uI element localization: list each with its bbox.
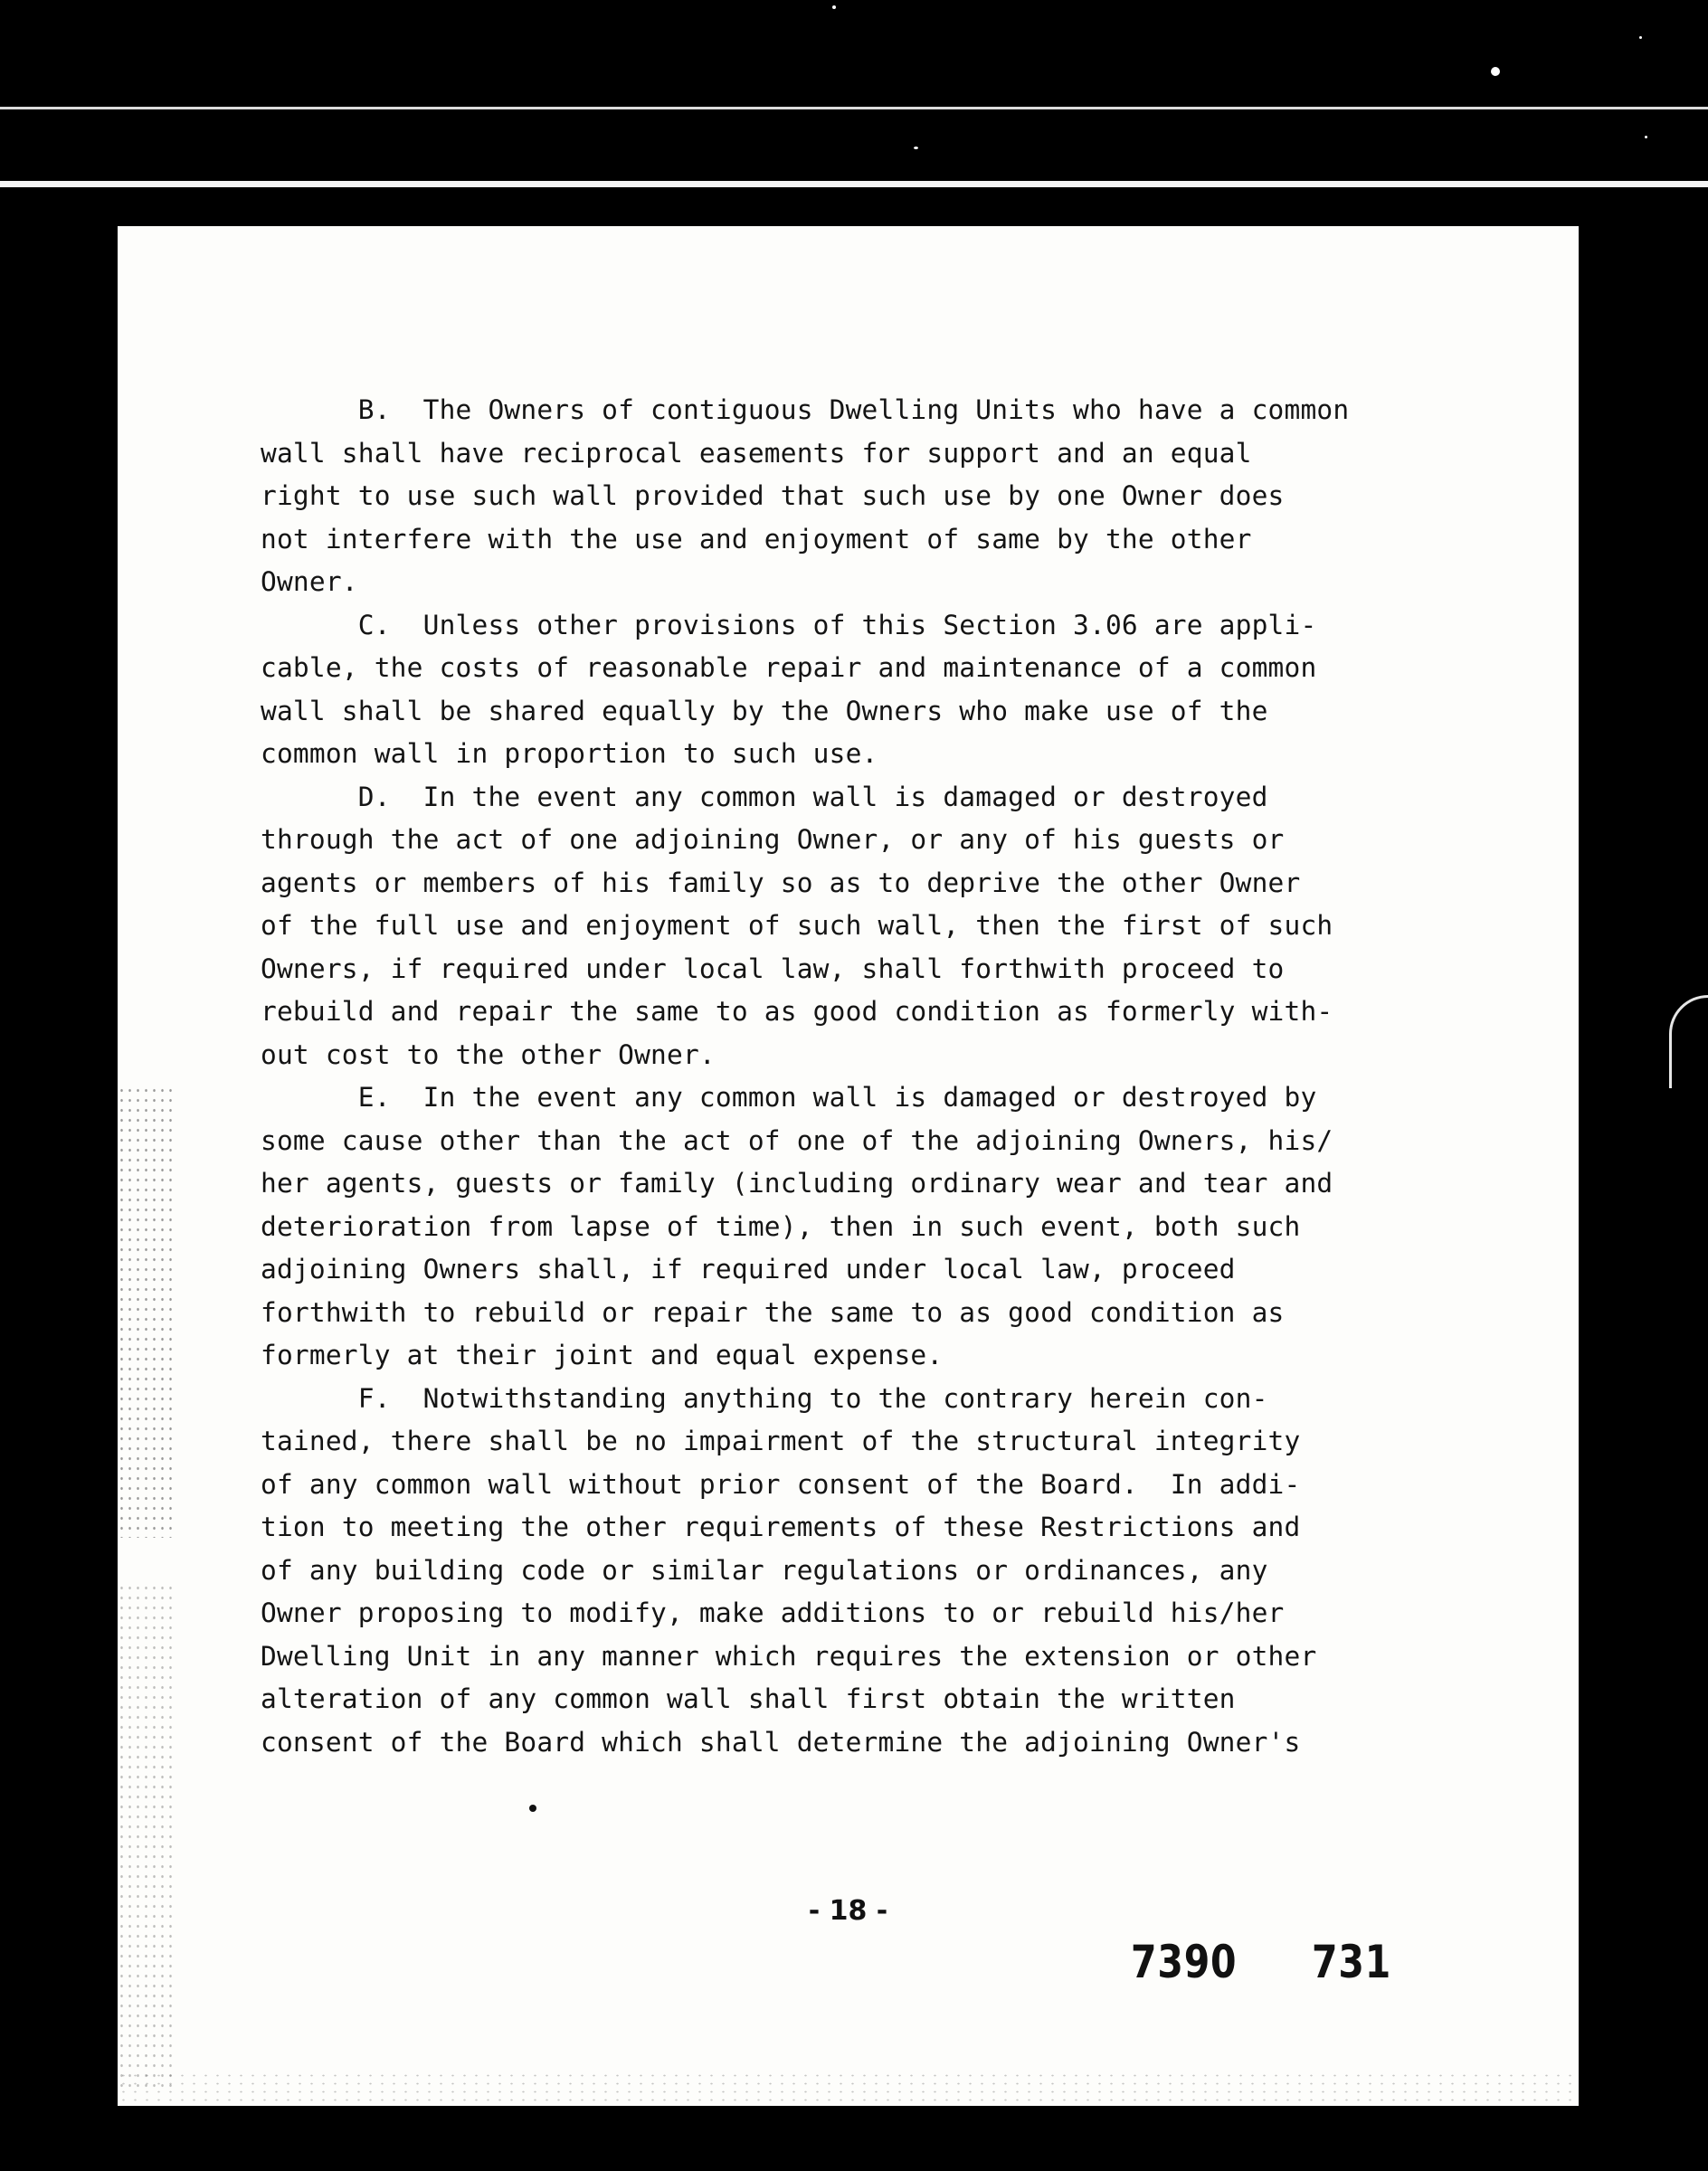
scan-speck (1645, 136, 1647, 138)
scan-speck (1639, 36, 1642, 39)
recording-stamp-book: 7390 (1131, 1936, 1238, 1988)
recording-stamp-page: 731 (1312, 1936, 1392, 1988)
text-line: Dwelling Unit in any manner which requires the extension or other (261, 1640, 1317, 1672)
text-line: common wall in proportion to such use. (261, 738, 878, 769)
text-line: formerly at their joint and equal expense. (261, 1340, 944, 1370)
text-line: Owners, if required under local law, shall forthwith proceed to (261, 953, 1285, 984)
scan-noise-bottom (118, 2071, 1579, 2106)
scan-speck (1491, 67, 1500, 76)
text-line: wall shall be shared equally by the Owners who make use of the (261, 695, 1268, 726)
text-line: adjoining Owners shall, if required under local law, proceed (261, 1254, 1236, 1285)
text-line: of any building code or similar regulations or ordinances, any (261, 1554, 1268, 1586)
scan-noise-left (118, 1086, 172, 1538)
text-line: alteration of any common wall shall first obtain the written (261, 1683, 1236, 1714)
text-line: out cost to the other Owner. (261, 1038, 716, 1070)
ink-dot (529, 1805, 536, 1812)
text-line: forthwith to rebuild or repair the same to as good condition as (261, 1296, 1285, 1328)
scanner-top-band (0, 0, 1708, 226)
text-line: rebuild and repair the same to as good condition as formerly with- (261, 996, 1333, 1027)
scan-speck (832, 5, 836, 9)
text-line: of the full use and enjoyment of such wall, then the first of such (261, 910, 1333, 941)
text-line: tained, there shall be no impairment of the structural integrity (261, 1426, 1301, 1456)
text-line: Owner proposing to modify, make additions to or rebuild his/her (261, 1597, 1285, 1628)
paragraph-e (261, 1076, 1437, 1378)
text-line: some cause other than the act of one of the adjoining Owners, his/ (261, 1124, 1333, 1156)
document-page (118, 226, 1579, 2106)
text-line: her agents, guests or family (including ordinary wear and tear and (261, 1168, 1333, 1199)
text-line: cable, the costs of reasonable repair and maintenance of a common (261, 652, 1317, 683)
text-line: wall shall have reciprocal easements for support and an equal (261, 437, 1252, 469)
paragraph-f (261, 1378, 1437, 1765)
text-line: right to use such wall provided that such use by one Owner does (261, 480, 1285, 511)
document-body (261, 389, 1437, 1764)
text-line: C. Unless other provisions of this Section 3.06 are appli- (261, 609, 1317, 640)
text-line: D. In the event any common wall is damaged or destroyed (261, 781, 1268, 812)
text-line: through the act of one adjoining Owner, or any of his guests or (261, 824, 1285, 855)
scan-noise-left (118, 1583, 172, 2090)
scan-line (0, 181, 1708, 187)
text-line: deterioration from lapse of time), then in such event, both such (261, 1210, 1301, 1242)
scan-artifact (1669, 995, 1708, 1088)
text-line: F. Notwithstanding anything to the contrary herein con- (261, 1382, 1268, 1414)
text-line: tion to meeting the other requirements of these Restrictions and (261, 1512, 1301, 1542)
scan-line (0, 107, 1708, 109)
text-line: of any common wall without prior consent of the Board. In addi- (261, 1468, 1301, 1500)
paragraph-b (261, 389, 1437, 604)
text-line: E. In the event any common wall is damaged or destroyed by (261, 1082, 1317, 1113)
text-line: not interfere with the use and enjoyment of same by the other (261, 523, 1252, 555)
page-number: - 18 - (808, 1895, 888, 1927)
text-line: B. The Owners of contiguous Dwelling Units who have a common (261, 394, 1350, 425)
paragraph-c (261, 604, 1437, 776)
scan-speck (914, 147, 918, 149)
text-line: consent of the Board which shall determine the adjoining Owner's (261, 1726, 1301, 1758)
paragraph-d (261, 776, 1437, 1077)
text-line: Owner. (261, 566, 358, 597)
text-line: agents or members of his family so as to deprive the other Owner (261, 867, 1301, 898)
